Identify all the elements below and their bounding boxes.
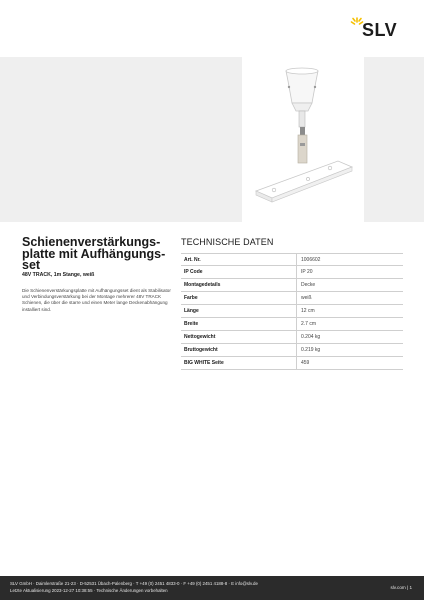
spec-row	[181, 331, 403, 344]
spec-label: BIG WHITE Seite	[181, 357, 297, 369]
spec-row	[181, 318, 403, 331]
footer-company-info: SLV GmbH · Daimlerstraße 21-23 · D-52531 Übach-Palenberg · T +49 (0) 2451 4833-0 · F +49 (0) 2451 4188-8 · E info@slv.de	[10, 581, 258, 586]
spec-value: weiß	[301, 295, 312, 301]
spec-value: Decke	[301, 282, 316, 288]
logo-wordmark: SLV	[362, 20, 398, 40]
spec-value: IP 20	[301, 269, 313, 275]
product-illustration	[242, 57, 364, 222]
spec-value: 12 cm	[301, 308, 315, 314]
spec-value: 459	[301, 360, 310, 366]
product-title: Schienenverstärkungs- platte mit Aufhängungs- set	[22, 235, 166, 272]
page-footer	[0, 576, 424, 600]
spec-row	[181, 292, 403, 305]
specs-heading: TECHNISCHE DATEN	[181, 237, 274, 247]
product-subtitle: 48V TRACK, 1m Stange, weiß	[22, 272, 95, 278]
spec-value: 1006602	[301, 256, 321, 263]
product-image	[242, 57, 364, 222]
spec-row	[181, 266, 403, 279]
spec-label: Art. Nr.	[181, 254, 297, 265]
spec-value: 2.7 cm	[301, 321, 317, 327]
spec-label: Bruttogewicht	[181, 344, 297, 356]
spec-row	[181, 344, 403, 357]
slv-logo[interactable]	[350, 17, 406, 39]
spec-label: Montagedetails	[181, 279, 297, 291]
spec-row	[181, 253, 403, 266]
spec-value: 0.204 kg	[301, 334, 321, 340]
spec-row	[181, 357, 403, 370]
spec-row	[181, 305, 403, 318]
spec-label: Länge	[181, 305, 297, 317]
footer-website-page[interactable]: slv.com | 1	[390, 585, 412, 590]
footer-update-info: Letzte Aktualisierung 2023-12-27 10:38:55 · Technische Änderungen vorbehalten	[10, 588, 168, 593]
spec-label: Breite	[181, 318, 297, 330]
product-description: Die Schienenverstärkungsplatte mit Aufhängungsset dient als Stabilisator und Verbindungsverstärkung bei der Montage mehrerer 48V TRACK Schienen, die über die starre und einen Meter lange Deckenabhängung installiert sind.	[22, 288, 171, 312]
spec-label: Farbe	[181, 292, 297, 304]
spec-label: IP Code	[181, 266, 297, 278]
specs-table	[181, 253, 403, 370]
spec-label: Nettogewicht	[181, 331, 297, 343]
spec-row	[181, 279, 403, 292]
spec-value: 0.219 kg	[301, 347, 321, 353]
